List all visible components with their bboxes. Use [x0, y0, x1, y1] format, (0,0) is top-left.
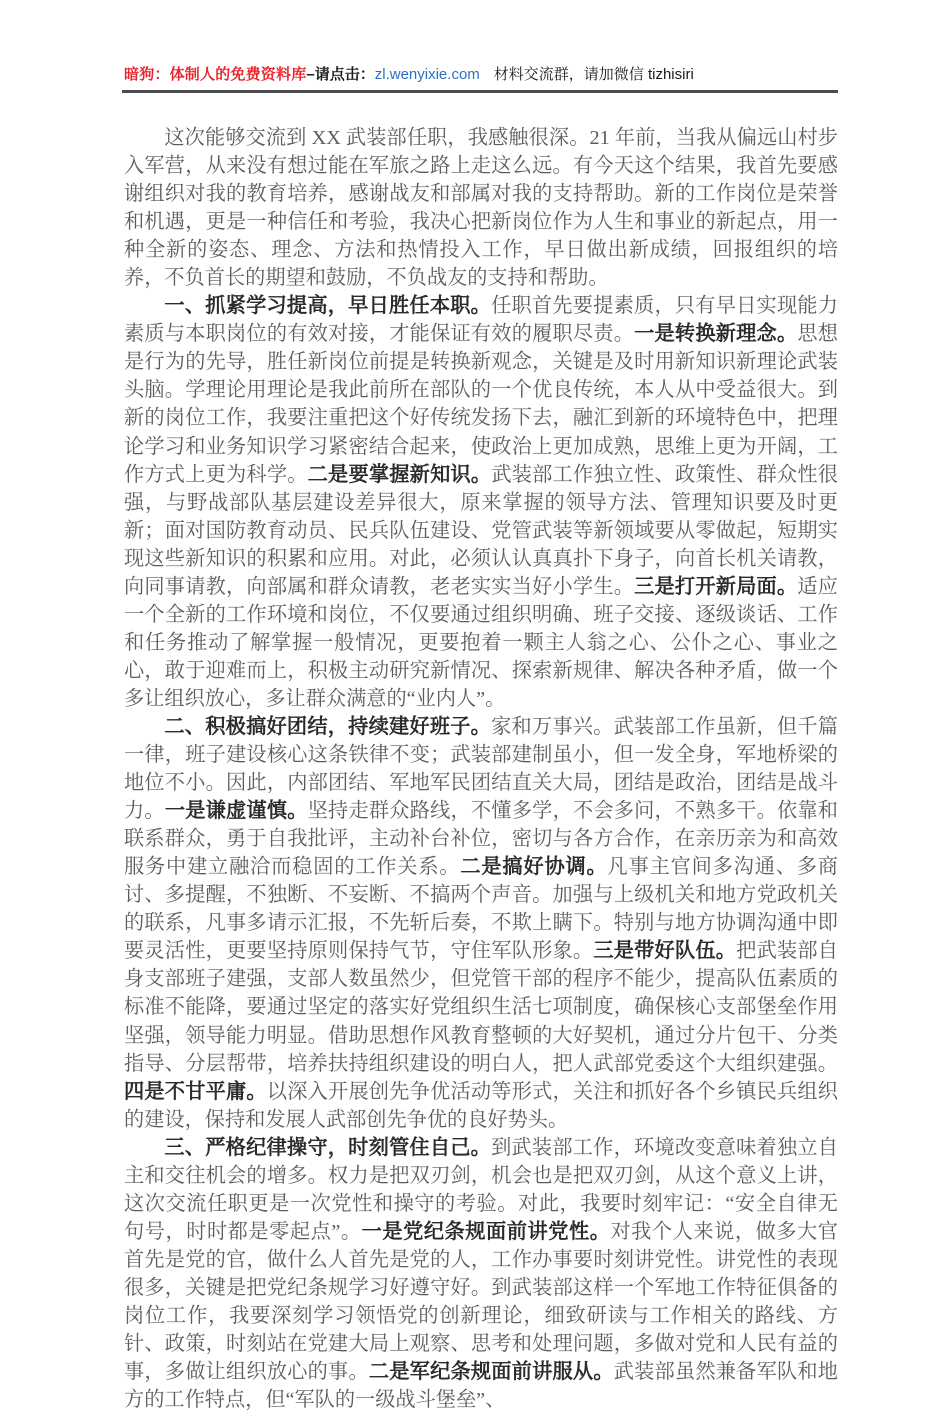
- paragraph-section-two-heading-4: 二是搞好协调。: [460, 856, 608, 879]
- paragraph-section-three-text-1: 到武装部工作，环境改变意味着独立自主和交往机会的增多。权力是把双刃剑，机会也是把双刃剑，从这个意义上讲，这次交流任职更是一次党性和操守的考验。对此，我要时刻牢记：“安全自律无句号，时时都是零起点”。: [124, 1136, 838, 1243]
- paragraph-section-one-text-7: 适应一个全新的工作环境和岗位，不仅要通过组织明确、班子交接、逐级谈话、工作和任务推动了解掌握一般情况，更要抱着一颗主人翁之心、公仆之心、事业之心，敢于迎难而上，积极主动研究新情况、探索新规律、解决各种矛盾，做一个多让组织放心，多让群众满意的“业内人”。: [124, 575, 838, 710]
- paragraph-section-one-text-1: 任职首先要提素质，只有早日实现能力素质与本职岗位的有效对接，才能保证有效的履职尽责。: [124, 295, 838, 346]
- paragraph-section-three-heading-0: 三、严格纪律操守，时刻管住自己。: [164, 1136, 492, 1159]
- promo-click-prompt: –请点击：: [306, 66, 375, 83]
- paragraph-section-one-text-3: 思想是行为的先导，胜任新岗位前提是转换新观念，关键是及时用新知识新理论武装头脑。学理论用理论是我此前所在部队的一个优良传统，本人从中受益很大。到新的岗位工作，我要注重把这个好传统发扬下去，融汇到新的环境特色中，把理论学习和业务知识学习紧密结合起来，使政治上更加成熟，思维上更为开阔，工作方式上更为科学。: [124, 323, 838, 486]
- paragraph-section-one-heading-2: 一是转换新理念。: [634, 323, 798, 346]
- paragraph-section-two: [124, 713, 838, 1134]
- paragraph-section-two-text-3: 坚持走群众路线，不懂多学，不会多问，不熟多干。依靠和联系群众，勇于自我批评，主动补台补位，密切与各方合作，在亲历亲为和高效服务中建立融洽而稳固的工作关系。: [124, 800, 838, 879]
- paragraph-section-three: [124, 1134, 838, 1414]
- paragraph-section-two-heading-6: 三是带好队伍。: [593, 940, 737, 963]
- promo-wechat-note: 材料交流群，请加微信 tizhisiri: [493, 66, 694, 83]
- promo-site-name: 暗狗：体制人的免费资料库: [124, 66, 307, 83]
- promo-banner: [124, 62, 838, 88]
- paragraph-section-three-heading-2: 一是党纪条规面前讲党性。: [361, 1220, 611, 1243]
- paragraph-section-three-heading-4: 二是军纪条规面前讲服从。: [368, 1361, 614, 1384]
- paragraph-section-one-heading-4: 二是要掌握新知识。: [307, 463, 492, 486]
- header-divider: [122, 90, 838, 93]
- paragraph-section-one-text-5: 武装部工作独立性、政策性、群众性很强，与野战部队基层建设差异很大，原来掌握的领导方法、管理知识要及时更新；面对国防教育动员、民兵队伍建设、党管武装等新领域要从零做起，短期实现这些新知识的积累和应用。对此，必须认认真真扑下身子，向首长机关请教，向同事请教，向部属和群众请教，老老实实当好小学生。: [124, 463, 838, 598]
- paragraph-section-two-text-1: 家和万事兴。武装部工作虽新，但千篇一律，班子建设核心这条铁律不变；武装部建制虽小，但一发全身，军地桥梁的地位不小。因此，内部团结、军地军民团结直关大局，团结是政治，团结是战斗力。: [124, 715, 838, 823]
- paragraph-section-three-text-5: 武装部虽然兼备军队和地方的工作特点，但“军队的一级战斗堡垒”、: [124, 1361, 838, 1412]
- paragraph-section-two-text-9: 以深入开展创先争优活动等形式，关注和抓好各个乡镇民兵组织的建设，保持和发展人武部创先争优的良好势头。: [124, 1080, 838, 1131]
- paragraph-intro-text-0: 这次能够交流到 XX 武装部任职，我感触很深。21 年前，当我从偏远山村步入军营，从来没有想过能在军旅之路上走这么远。有今天这个结果，我首先要感谢组织对我的教育培养，感谢战友和部属对我的支持帮助。新的工作岗位是荣誉和机遇，更是一种信任和考验，我决心把新岗位作为人生和事业的新起点，用一种全新的姿态、理念、方法和热情投入工作，早日做出新成绩，回报组织的培养，不负首长的期望和鼓励，不负战友的支持和帮助。: [124, 127, 838, 290]
- paragraph-section-two-text-5: 凡事主官间多沟通、多商讨、多提醒，不独断、不妄断、不搞两个声音。加强与上级机关和地方党政机关的联系，凡事多请示汇报，不先斩后奏，不欺上瞒下。特别与地方协调沟通中即要灵活性，更要坚持原则保持气节，守住军队形象。: [124, 856, 838, 963]
- paragraph-section-one: [124, 292, 838, 713]
- paragraph-section-two-text-7: 把武装部自身支部班子建强，支部人数虽然少，但党管干部的程序不能少，提高队伍素质的标准不能降，要通过坚定的落实好党组织生活七项制度，确保核心支部堡垒作用坚强，领导能力明显。借助思想作风教育整顿的大好契机，通过分片包干、分类指导、分层帮带，培养扶持组织建设的明白人，把人武部党委这个大组织建强。: [124, 940, 838, 1075]
- paragraph-section-two-heading-2: 一是谦虚谨慎。: [164, 800, 308, 823]
- promo-link[interactable]: zl.wenyixie.com: [374, 66, 480, 83]
- paragraph-section-two-heading-0: 二、积极搞好团结，持续建好班子。: [164, 715, 492, 738]
- paragraph-section-two-heading-8: 四是不甘平庸。: [124, 1080, 267, 1103]
- paragraph-section-three-text-3: 对我个人来说，做多大官首先是党的官，做什么人首先是党的人，工作办事要时刻讲党性。讲党性的表现很多，关键是把党纪条规学习好遵守好。到武装部这样一个军地工作特征俱备的岗位工作，我要深刻学习领悟党的创新理论，细致研读与工作相关的路线、方针、政策，时刻站在党建大局上观察、思考和处理问题，多做对党和人民有益的事，多做让组织放心的事。: [124, 1220, 838, 1384]
- paragraph-section-one-heading-6: 三是打开新局面。: [634, 575, 798, 598]
- paragraph-intro: [124, 124, 838, 292]
- document-body: [124, 124, 838, 1414]
- paragraph-section-one-heading-0: 一、抓紧学习提高，早日胜任本职。: [164, 295, 492, 318]
